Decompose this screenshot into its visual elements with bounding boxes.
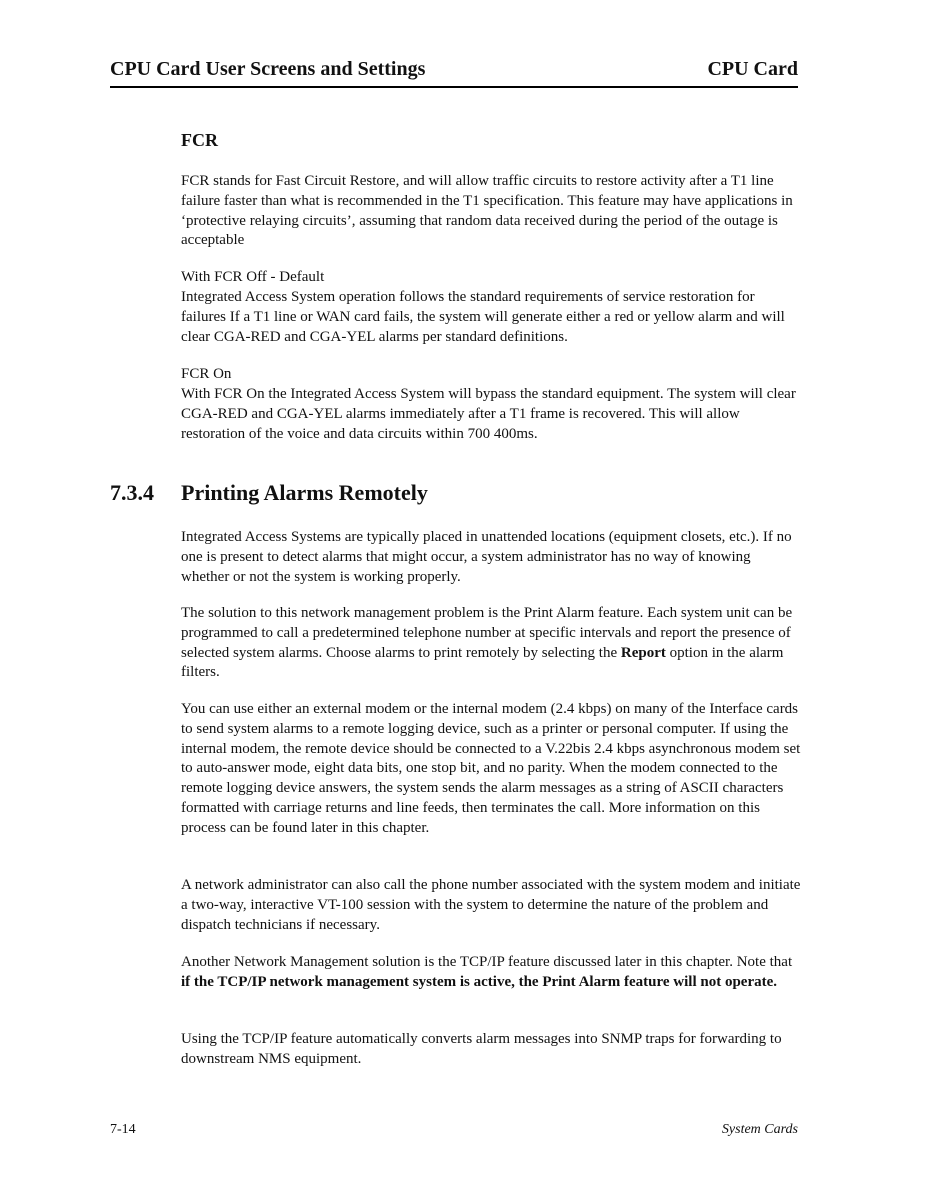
section-paragraph-1: Integrated Access Systems are typically placed in unattended locations (equipment closets, etc.). If no one is present to detect alarms that might occur, a system administrator has no way of knowing whether or not the system is working properly. <box>181 529 792 585</box>
p2-text-a: The solution to this network management problem is the Print Alarm feature. Each system unit can be programmed to call a predetermined telephone number at specific intervals and report the presence of selected system alarms. Choose alarms to print remotely by selecting the <box>181 605 793 661</box>
fcr-on-paragraph: With FCR On the Integrated Access System will bypass the standard equipment. The system will clear CGA-RED and CGA-YEL alarms immediately after a T1 frame is recovered. This will allow restoration of the voice and data circuits within 700 400ms. <box>181 386 796 442</box>
section-paragraph-2 <box>181 604 801 683</box>
section-heading <box>110 480 428 506</box>
fcr-intro-paragraph: FCR stands for Fast Circuit Restore, and will allow traffic circuits to restore activity after a T1 line failure faster than what is recommended in the T1 specification. This feature may have applications in ‘protective relaying circuits’, assuming that random data received during the period of the outage is acceptable <box>181 173 793 249</box>
fcr-heading: FCR <box>181 130 218 150</box>
section-paragraph-5 <box>181 953 801 993</box>
footer-book-title: System Cards <box>721 1122 798 1137</box>
p5-bold-warning: if the TCP/IP network management system is active, the Print Alarm feature will not operate. <box>181 973 778 990</box>
fcr-off-title: With FCR Off - Default <box>181 269 325 285</box>
p5-text-a: Another Network Management solution is the TCP/IP feature discussed later in this chapter. Note that <box>181 954 793 970</box>
section-title: Printing Alarms Remotely <box>181 480 428 505</box>
fcr-on-title: FCR On <box>181 366 232 382</box>
p2-bold-report: Report <box>620 644 666 661</box>
page-header <box>110 52 798 88</box>
page-number: 7-14 <box>110 1122 136 1137</box>
p2-text-b: option in the alarm filters. <box>181 644 784 681</box>
section-paragraph-3: You can use either an external modem or the internal modem (2.4 kbps) on many of the Interface cards to send system alarms to a remote logging device, such as a printer or personal computer. If using the internal modem, the remote device should be connected to a V.22bis 2.4 kbps asynchronous modem set to auto-answer mode, eight data bits, one stop bit, and no parity. When the modem connected to the remote logging device answers, the system sends the alarm messages as a string of ASCII characters formatted with carriage returns and line feeds, then terminates the call. More information on this process can be found later in this chapter. <box>181 701 801 836</box>
header-section-title: CPU Card <box>707 58 798 80</box>
section-paragraph-6: Using the TCP/IP feature automatically converts alarm messages into SNMP traps for forwarding to downstream NMS equipment. <box>181 1031 782 1067</box>
fcr-off-paragraph: Integrated Access System operation follows the standard requirements of service restoration for failures If a T1 line or WAN card fails, the system will generate either a red or yellow alarm and will clear CGA-RED and CGA-YEL alarms per standard definitions. <box>181 289 785 345</box>
header-chapter-title: CPU Card User Screens and Settings <box>110 58 426 80</box>
section-number: 7.3.4 <box>110 480 154 505</box>
section-paragraph-4: A network administrator can also call the phone number associated with the system modem and initiate a two-way, interactive VT-100 session with the system to determine the nature of the problem and dispatch technicians if necessary. <box>181 877 801 933</box>
